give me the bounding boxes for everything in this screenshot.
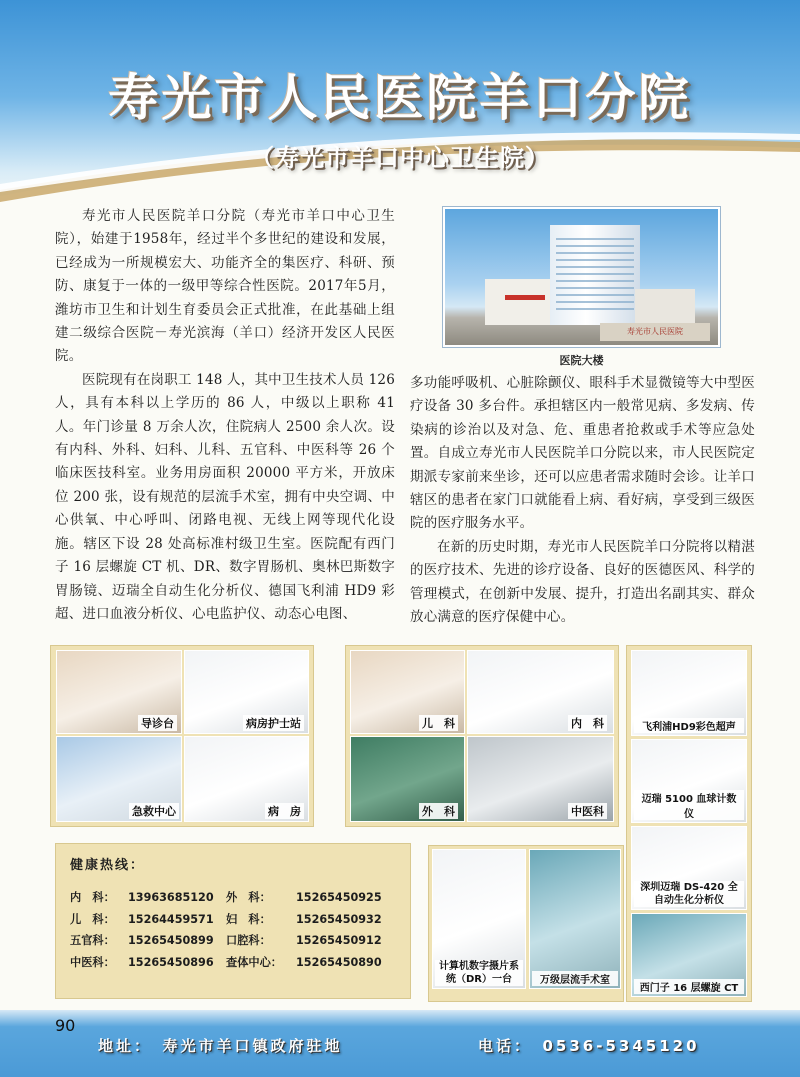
building-sign: 寿光市人民医院 bbox=[600, 323, 710, 341]
hotline-row bbox=[70, 930, 396, 952]
photo-pediatrics bbox=[350, 650, 465, 734]
photo-label-emergency: 急救中心 bbox=[129, 803, 179, 819]
photo-label-ct: 西门子 16 层螺旋 CT bbox=[634, 979, 744, 994]
hotline-phone-number: 15265450932 bbox=[296, 912, 382, 926]
hotline-phone-number: 15265450896 bbox=[128, 955, 214, 969]
page-subtitle: （寿光市羊口中心卫生院） bbox=[250, 144, 550, 172]
building-photo bbox=[443, 207, 720, 347]
footer-phone: 电话： 0536-5345120 bbox=[478, 1037, 700, 1055]
intro-paragraph-1: 寿光市人民医院羊口分院（寿光市羊口中心卫生院），始建于1958年，经过半个多世纪的建设和发展，已经成为一所规模宏大、功能齐全的集医疗、科研、预防、康复于一体的一级甲等综合性医院。2017年5月，潍坊市卫生和计划生育委员会正式批准，在此基础上组建二级综合医院－寿光滨海（羊口）经济开发区人民医院。 bbox=[55, 208, 395, 365]
hotline-phone-number: 13963685120 bbox=[128, 891, 214, 904]
building-wing-left bbox=[485, 279, 555, 325]
photo-label-surgery: 外 科 bbox=[419, 803, 458, 819]
hotline-row bbox=[70, 952, 396, 974]
building-tower bbox=[550, 225, 640, 325]
photo-mindray-ds420 bbox=[631, 826, 747, 910]
photo-label-pediatrics: 儿 科 bbox=[419, 715, 458, 731]
hotline-title: 健康热线： bbox=[70, 858, 146, 873]
hotline-dept-label: 内 科： bbox=[70, 891, 115, 904]
intro-paragraph-3: 在新的历史时期，寿光市人民医院羊口分院将以精湛的医疗技术、先进的诊疗设备、良好的医德医风、科学的管理模式，在创新中发展、提升，打造出名副其实、群众放心满意的医疗保健中心。 bbox=[410, 538, 755, 626]
photo-label-dr: 计算机数字摄片系统（DR）一台 bbox=[435, 960, 523, 986]
photo-label-nurse-station: 病房护士站 bbox=[243, 715, 304, 731]
photo-operating-room bbox=[529, 849, 621, 989]
photo-label-mindray-5100: 迈瑞 5100 血球计数仪 bbox=[634, 790, 744, 820]
photo-mindray-5100 bbox=[631, 739, 747, 823]
photo-label-mindray-ds420: 深圳迈瑞 DS-420 全自动生化分析仪 bbox=[634, 881, 744, 907]
hotline-phone-number: 15265450899 bbox=[128, 934, 214, 947]
hotline-dept-label: 妇 科： bbox=[226, 912, 271, 926]
photo-emergency bbox=[56, 736, 182, 822]
intro-right-column bbox=[410, 372, 755, 629]
photo-label-ward: 病 房 bbox=[265, 803, 304, 819]
photo-guide-desk bbox=[56, 650, 182, 734]
photo-label-internal: 内 科 bbox=[568, 715, 607, 731]
building-caption: 医院大楼 bbox=[559, 354, 604, 367]
hotline-dept-label: 儿 科： bbox=[70, 912, 115, 926]
photo-label-tcm: 中医科 bbox=[568, 803, 607, 819]
photo-ct-scanner bbox=[631, 913, 747, 997]
hotline-phone-number: 15265450912 bbox=[296, 934, 382, 947]
building-wing-right bbox=[635, 289, 695, 325]
health-hotline-panel bbox=[55, 843, 411, 999]
intro-paragraph-2-continued: 多功能呼吸机、心脏除颤仪、眼科手术显微镜等大中型医疗设备 30 多台件。承担辖区内一般常见病、多发病、传染病的诊治以及对急、危、重患者抢救或手术等应急处置。自成立寿光市人民医院羊口分院以来，市人民医院定期派专家前来坐诊，还可以应患者需求随时会诊。让羊口辖区的患者在家门口就能看上病、看好病，享受到三级医院的医疗服务水平。 bbox=[410, 375, 755, 532]
hotline-dept-label: 外 科： bbox=[226, 891, 271, 904]
page-number: 90 bbox=[55, 1016, 76, 1035]
photo-label-philips: 飞利浦HD9彩色超声 bbox=[634, 718, 744, 733]
hotline-row bbox=[70, 909, 396, 931]
hotline-phone-number: 15264459571 bbox=[128, 912, 214, 926]
building-red-banner bbox=[505, 295, 545, 300]
hotline-dept-label: 查体中心： bbox=[226, 955, 282, 969]
hotline-dept-label: 中医科： bbox=[70, 955, 115, 969]
hotline-row bbox=[70, 887, 396, 909]
hotline-dept-label: 五官科： bbox=[70, 934, 115, 947]
page-title: 寿光市人民医院羊口分院 bbox=[108, 69, 692, 127]
photo-tcm bbox=[467, 736, 614, 822]
photo-philips-ultrasound bbox=[631, 650, 747, 736]
photo-label-or: 万级层流手术室 bbox=[532, 971, 618, 986]
photo-label-guide: 导诊台 bbox=[138, 715, 177, 731]
photo-dr-system bbox=[432, 849, 526, 989]
hotline-phone-number: 15265450890 bbox=[296, 955, 382, 969]
footer-address: 地址： 寿光市羊口镇政府驻地 bbox=[98, 1037, 343, 1055]
intro-left-column bbox=[55, 205, 395, 626]
photo-ward bbox=[184, 736, 309, 822]
photo-surgery bbox=[350, 736, 465, 822]
hotline-dept-label: 口腔科： bbox=[226, 934, 271, 947]
intro-paragraph-2: 医院现有在岗职工 148 人，其中卫生技术人员 126 人，具有本科以上学历的 86 人，中级以上职称 41 人。年门诊量 8 万余人次，住院病人 2500 余人次。设有内科、外科、妇科、儿科、五官科、中医科等 26 个临床医技科室。业务用房面积 20000 平方米，开放床位 200 张，设有规范的层流手术室，拥有中央空调、中心供氧、中心呼叫、闭路电视、无线上网等现代化设施。辖区下设 28 处高标准村级卫生室。医院配有西门子 16 层螺旋 CT 机、DR、数字胃肠机、奥林巴斯数字胃肠镜、迈瑞全自动生化分析仪、德国飞利浦 HD9 彩超、进口血液分析仪、心电监护仪、动态心电图、 bbox=[55, 371, 395, 622]
photo-internal-medicine bbox=[467, 650, 614, 734]
photo-nurse-station bbox=[184, 650, 309, 734]
hotline-phone-number: 15265450925 bbox=[296, 891, 382, 904]
